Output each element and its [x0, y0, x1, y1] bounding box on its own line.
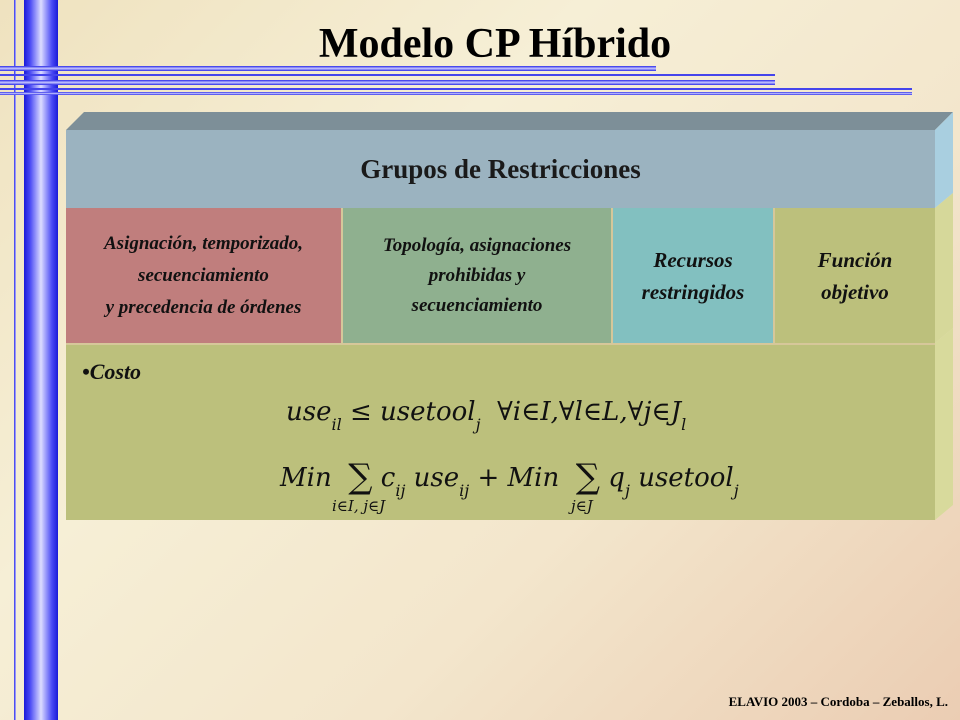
sum-index: j∈J [571, 497, 593, 515]
horizontal-accent-bar [0, 80, 775, 85]
column-assignment [66, 208, 343, 343]
horizontal-accent-line [0, 88, 912, 90]
horizontal-accent-line [0, 74, 775, 76]
objective-formula: Min ∑ $c_{ij}$ use$_{ij}$ + Min ∑ $q_j$ usetool$_j$ [280, 457, 739, 500]
cost-panel [66, 343, 935, 520]
footer-credit: ELAVIO 2003 – Cordoba – Zeballos, L. [728, 694, 948, 709]
constraint-groups-header: Grupos de Restricciones [66, 130, 935, 208]
column-resources [613, 208, 775, 343]
horizontal-accent-bar [0, 92, 912, 95]
slide-title: Modelo CP Híbrido [318, 21, 672, 67]
column-label: Topología, asignaciones prohibidas y secuenciamiento [382, 234, 572, 316]
column-label: Asignación, temporizado, secuenciamiento y precedencia de órdenes [104, 232, 303, 318]
column-objective [775, 208, 935, 343]
divider [66, 343, 935, 345]
column-topology [343, 208, 613, 343]
cost-bullet: •Costo [82, 359, 142, 384]
constraint-formula: use$_{il}$ ≤ usetool$_j$ $\forall i\in I,\forall l\in L,\forall j\in J_l$ [286, 397, 687, 434]
sum-index: i∈I, j∈J [332, 497, 386, 515]
vertical-accent-line [14, 0, 16, 720]
column-label: Recursos restringidos [641, 247, 745, 304]
column-label: Función objetivo [817, 247, 893, 304]
vertical-accent-bar [24, 0, 58, 720]
